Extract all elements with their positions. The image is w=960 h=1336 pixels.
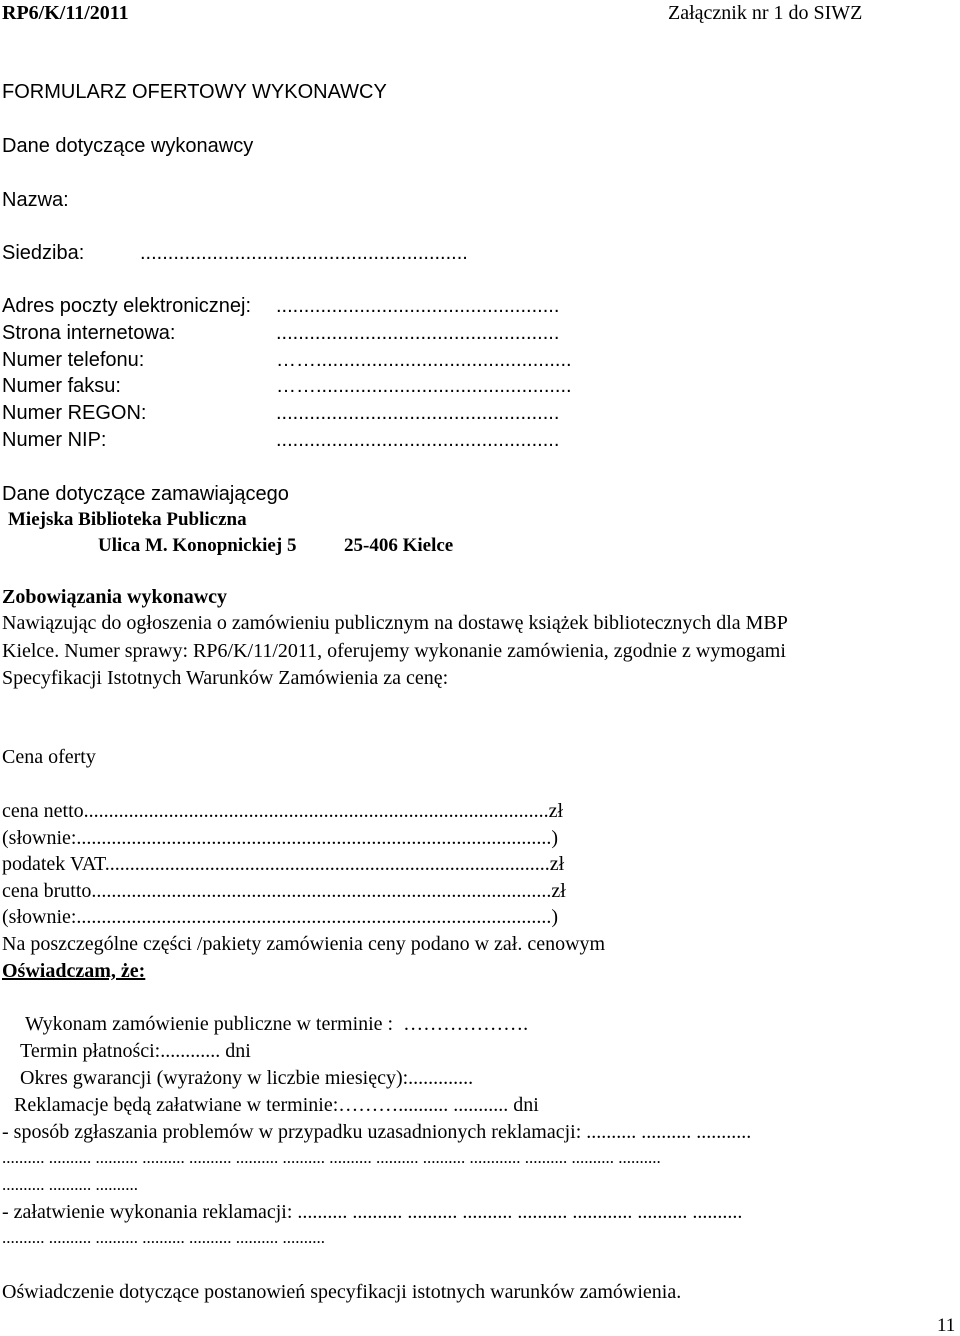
field-value: ................................................... [276, 402, 560, 424]
price-line: podatek VAT.........................................................................................zł [2, 853, 565, 875]
field-value: ................................................... [276, 429, 560, 451]
complaints-line: .......... .......... .......... .......... .......... .......... .......... [2, 1228, 325, 1247]
field-label: Strona internetowa: [2, 322, 176, 344]
problems-line: .......... .......... .......... [2, 1175, 138, 1194]
final-statement: Oświadczenie dotyczące postanowień specyfikacji istotnych warunków zamówienia. [2, 1281, 682, 1303]
field-value: ................................................... [276, 295, 560, 317]
field-label: Numer telefonu: [2, 349, 145, 371]
seat-label: Siedziba: [2, 242, 85, 264]
problems-line: - sposób zgłaszania problemów w przypadku uzasadnionych reklamacji: .......... .......... ........... [2, 1121, 752, 1143]
client-street: Ulica M. Konopnickiej 5 [98, 535, 297, 556]
field-label: Adres poczty elektronicznej: [2, 295, 252, 317]
price-heading: Cena oferty [2, 746, 96, 768]
field-label: Numer faksu: [2, 375, 121, 397]
obligations-line: Nawiązując do ogłoszenia o zamówieniu publicznym na dostawę książek bibliotecznych dla MBP [2, 612, 788, 634]
price-line: cena brutto............................................................................................zł [2, 880, 566, 902]
seat-value: ........................................................... [140, 242, 468, 264]
client-city: 25-406 Kielce [344, 535, 454, 556]
field-label: Numer REGON: [2, 402, 147, 424]
declare-heading: Oświadczam, że: [2, 960, 146, 982]
price-line: (słownie:...............................................................................................) [2, 906, 559, 928]
price-line: cena netto.............................................................................................zł [2, 800, 564, 822]
form-title: FORMULARZ OFERTOWY WYKONAWCY [2, 81, 387, 103]
field-value: …….............................................. [276, 375, 572, 397]
complaints-line: - załatwienie wykonania reklamacji: .......... .......... .......... .......... .......... ............ .......... .......... [2, 1201, 743, 1223]
field-value: …….............................................. [276, 349, 572, 371]
obligations-line: Specyfikacji Istotnych Warunków Zamówienia za cenę: [2, 667, 449, 689]
declare-line: Okres gwarancji (wyrażony w liczbie miesięcy):............. [20, 1067, 474, 1089]
declare-line: Wykonam zamówienie publiczne w terminie : ………………. [25, 1013, 529, 1035]
problems-line: .......... .......... .......... .......... .......... .......... .......... .......... .......... .......... ............ .......... .......... .......... [2, 1148, 661, 1167]
name-label: Nazwa: [2, 189, 69, 211]
price-line: (słownie:...............................................................................................) [2, 827, 559, 849]
client-name: Miejska Biblioteka Publiczna [8, 509, 247, 530]
attachment-label: Załącznik nr 1 do SIWZ [668, 2, 863, 24]
obligations-heading: Zobowiązania wykonawcy [2, 586, 228, 608]
field-label: Numer NIP: [2, 429, 107, 451]
declare-line: Reklamacje będą załatwiane w terminie:……….......... ........... dni [14, 1094, 539, 1116]
field-value: ................................................... [276, 322, 560, 344]
price-note: Na poszczególne części /pakiety zamówienia ceny podano w zał. cenowym [2, 933, 606, 955]
document-reference: RP6/K/11/2011 [2, 2, 129, 24]
contractor-section-heading: Dane dotyczące wykonawcy [2, 135, 254, 157]
obligations-line: Kielce. Numer sprawy: RP6/K/11/2011, oferujemy wykonanie zamówienia, zgodnie z wymogami [2, 640, 786, 662]
page-number: 11 [937, 1315, 956, 1336]
client-section-heading: Dane dotyczące zamawiającego [2, 483, 289, 505]
declare-line: Termin płatności:............ dni [20, 1040, 251, 1062]
